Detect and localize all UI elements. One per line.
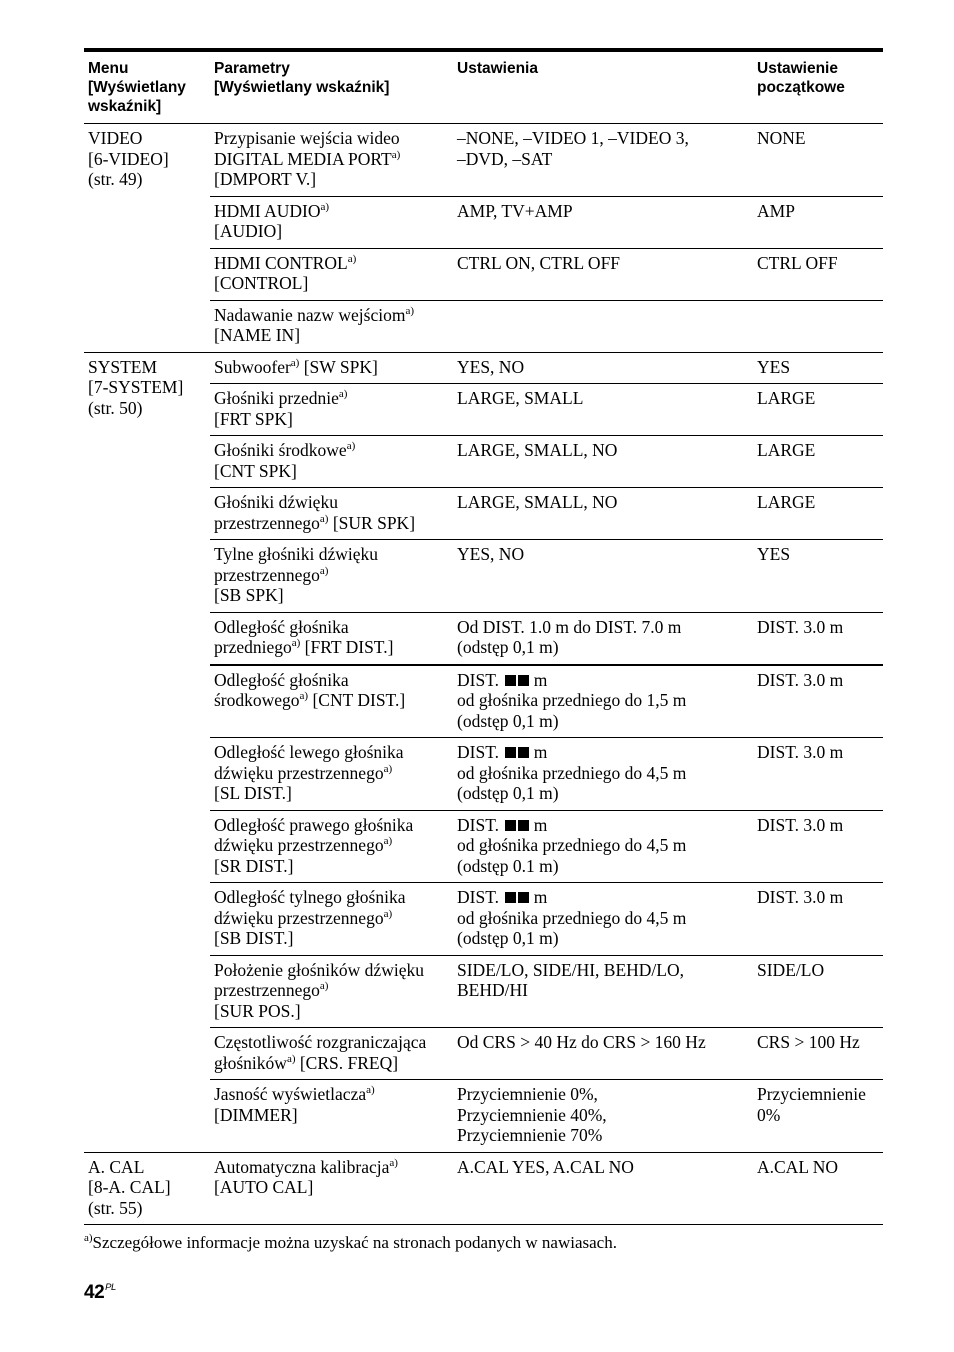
initial-cell: AMP: [753, 196, 883, 248]
table-row: [84, 124, 883, 197]
table-body: [84, 124, 883, 1225]
param-name: Częstotliwość rozgraniczająca głośników: [214, 1032, 427, 1073]
initial-cell: DIST. 3.0 m: [753, 738, 883, 811]
header-params: Parametry [Wyświetlany wskaźnik]: [210, 50, 453, 124]
table-row: [84, 1152, 883, 1225]
digit-placeholder-icon: [505, 675, 516, 686]
initial-cell: [753, 300, 883, 352]
param-name: HDMI AUDIO: [214, 200, 321, 221]
settings-text: od głośnika przedniego do 1,5 m (odstęp 0,1 m): [457, 690, 687, 731]
param-indicator: [AUTO CAL]: [214, 1177, 314, 1197]
header-settings: Ustawienia: [453, 50, 753, 124]
param-indicator: [SUR POS.]: [214, 1000, 301, 1021]
footnote: [84, 1233, 883, 1253]
initial-cell: NONE: [753, 124, 883, 197]
param-indicator: [DIMMER]: [214, 1104, 298, 1125]
param-name: HDMI CONTROL: [214, 252, 348, 273]
settings-cell: LARGE, SMALL, NO: [453, 436, 753, 488]
param-name: Subwoofer: [214, 356, 291, 377]
param-cell: [210, 248, 453, 300]
dist-prefix: DIST.: [457, 887, 504, 907]
param-name: Odległość tylnego głośnika dźwięku przestrzennego: [214, 887, 406, 928]
param-name: Odległość głośnika przedniego: [214, 616, 349, 657]
param-cell: [210, 196, 453, 248]
param-cell: [210, 488, 453, 540]
footnote-ref: a): [405, 304, 414, 317]
initial-cell: CTRL OFF: [753, 248, 883, 300]
footnote-ref: a): [383, 835, 393, 847]
param-indicator: [DMPORT V.]: [214, 169, 317, 189]
settings-cell: [453, 883, 753, 956]
initial-cell: SIDE/LO: [753, 955, 883, 1028]
settings-cell: Od CRS > 40 Hz do CRS > 160 Hz: [453, 1028, 753, 1080]
menu-cell-system: SYSTEM [7-SYSTEM] (str. 50): [84, 352, 210, 1152]
settings-cell: [453, 738, 753, 811]
dist-prefix: DIST.: [457, 742, 504, 762]
param-name: Przypisanie wejścia wideo DIGITAL MEDIA PORT: [214, 128, 400, 169]
settings-table-page: [84, 48, 883, 1253]
dist-unit: m: [529, 814, 548, 835]
initial-cell: DIST. 3.0 m: [753, 883, 883, 956]
footnote-ref: a): [346, 440, 356, 452]
param-name: Odległość prawego głośnika dźwięku przestrzennego: [214, 814, 414, 855]
param-indicator: [SR DIST.]: [214, 855, 294, 876]
settings-cell: CTRL ON, CTRL OFF: [453, 248, 753, 300]
initial-cell: YES: [753, 352, 883, 384]
param-indicator: [NAME IN]: [214, 325, 301, 345]
param-name: Odległość głośnika środkowego: [214, 669, 349, 710]
footnote-ref: a): [391, 148, 401, 161]
param-cell: [210, 1152, 453, 1225]
param-cell: [210, 540, 453, 613]
header-menu: Menu [Wyświetlany wskaźnik]: [84, 50, 210, 124]
footnote-ref: a): [383, 907, 393, 920]
digit-placeholder-icon: [518, 675, 529, 686]
settings-cell: [453, 300, 753, 352]
settings-cell: SIDE/LO, SIDE/HI, BEHD/LO, BEHD/HI: [453, 955, 753, 1028]
page-locale: PL: [105, 1282, 116, 1293]
footnote-ref: a): [366, 1084, 375, 1096]
param-cell: [210, 300, 453, 352]
param-cell: [210, 352, 453, 384]
param-indicator: [FRT SPK]: [214, 408, 293, 429]
param-indicator: [SW SPK]: [299, 356, 378, 377]
initial-cell: DIST. 3.0 m: [753, 810, 883, 883]
footnote-ref: a): [389, 1156, 398, 1169]
dist-unit: m: [529, 887, 548, 907]
menu-cell-video: VIDEO [6-VIDEO] (str. 49): [84, 124, 210, 353]
menu-cell-acal: A. CAL [8-A. CAL] (str. 55): [84, 1152, 210, 1225]
param-cell: [210, 810, 453, 883]
param-indicator: [SL DIST.]: [214, 783, 292, 803]
page-number-value: 42: [84, 1282, 105, 1303]
param-name: Głośniki dźwięku przestrzennego: [214, 492, 338, 533]
footnote-ref: a): [286, 1052, 296, 1065]
initial-cell: A.CAL NO: [753, 1152, 883, 1225]
param-name: Głośniki przednie: [214, 388, 339, 408]
param-indicator: [CRS. FREQ]: [295, 1052, 399, 1073]
param-name: Położenie głośników dźwięku przestrzennego: [214, 959, 424, 1000]
dist-prefix: DIST.: [457, 814, 504, 835]
param-cell: [210, 1080, 453, 1153]
footnote-ref: a): [290, 356, 300, 369]
settings-cell: –NONE, –VIDEO 1, –VIDEO 3, –DVD, –SAT: [453, 124, 753, 197]
initial-cell: CRS > 100 Hz: [753, 1028, 883, 1080]
param-name: Odległość lewego głośnika dźwięku przestrzennego: [214, 742, 404, 783]
settings-cell: YES, NO: [453, 540, 753, 613]
footnote-ref: a): [319, 512, 329, 525]
footnote-ref: a): [299, 690, 309, 702]
footnote-mark: a): [84, 1232, 93, 1244]
settings-cell: LARGE, SMALL, NO: [453, 488, 753, 540]
initial-cell: YES: [753, 540, 883, 613]
digit-placeholder-icon: [518, 747, 529, 758]
param-name: Jasność wyświetlacza: [214, 1084, 367, 1104]
param-name: Nadawanie nazw wejściom: [214, 304, 406, 325]
footnote-ref: a): [291, 637, 301, 649]
settings-text: od głośnika przedniego do 4,5 m (odstęp 0.1 m): [457, 835, 687, 876]
digit-placeholder-icon: [505, 892, 516, 903]
param-indicator: [FRT DIST.]: [300, 637, 394, 657]
digit-placeholder-icon: [518, 892, 529, 903]
footnote-text: Szczegółowe informacje można uzyskać na stronach podanych w nawiasach.: [92, 1233, 617, 1252]
footnote-ref: a): [319, 980, 329, 992]
initial-cell: LARGE: [753, 384, 883, 436]
dist-unit: m: [529, 742, 548, 762]
param-cell: [210, 124, 453, 197]
param-indicator: [CONTROL]: [214, 273, 309, 293]
footnote-ref: a): [319, 564, 329, 577]
param-name: Tylne głośniki dźwięku przestrzennego: [214, 544, 379, 585]
settings-cell: YES, NO: [453, 352, 753, 384]
param-name: Automatyczna kalibracja: [214, 1156, 390, 1177]
param-cell: [210, 384, 453, 436]
param-cell: [210, 738, 453, 811]
settings-cell: [453, 810, 753, 883]
param-cell: [210, 1028, 453, 1080]
table-row: [84, 352, 883, 384]
settings-cell: Przyciemnienie 0%, Przyciemnienie 40%, Przyciemnienie 70%: [453, 1080, 753, 1153]
param-cell: [210, 665, 453, 738]
param-cell: [210, 883, 453, 956]
param-cell: [210, 955, 453, 1028]
settings-cell: Od DIST. 1.0 m do DIST. 7.0 m (odstęp 0,1 m): [453, 612, 753, 665]
param-indicator: [SUR SPK]: [328, 512, 416, 533]
initial-cell: DIST. 3.0 m: [753, 612, 883, 665]
footnote-ref: a): [347, 252, 357, 265]
param-indicator: [SB DIST.]: [214, 928, 294, 948]
settings-text: od głośnika przedniego do 4,5 m (odstęp 0,1 m): [457, 907, 687, 948]
settings-cell: LARGE, SMALL: [453, 384, 753, 436]
settings-cell: [453, 665, 753, 738]
settings-cell: AMP, TV+AMP: [453, 196, 753, 248]
param-indicator: [CNT SPK]: [214, 460, 297, 481]
settings-text: od głośnika przedniego do 4,5 m (odstęp 0,1 m): [457, 762, 687, 803]
param-indicator: [CNT DIST.]: [308, 690, 406, 710]
header-initial: Ustawienie początkowe: [753, 50, 883, 124]
dist-unit: m: [529, 669, 548, 690]
param-indicator: [SB SPK]: [214, 585, 284, 605]
digit-placeholder-icon: [505, 820, 516, 831]
param-indicator: [AUDIO]: [214, 221, 283, 241]
initial-cell: LARGE: [753, 436, 883, 488]
digit-placeholder-icon: [505, 747, 516, 758]
page-number: [84, 1282, 116, 1304]
settings-cell: A.CAL YES, A.CAL NO: [453, 1152, 753, 1225]
digit-placeholder-icon: [518, 820, 529, 831]
table-header-row: [84, 50, 883, 124]
param-name: Głośniki środkowe: [214, 440, 347, 460]
footnote-ref: a): [320, 200, 329, 213]
param-cell: [210, 436, 453, 488]
footnote-ref: a): [338, 388, 348, 400]
footnote-ref: a): [383, 762, 393, 775]
settings-table: [84, 48, 883, 1225]
initial-cell: Przyciemnienie 0%: [753, 1080, 883, 1153]
dist-prefix: DIST.: [457, 669, 504, 690]
param-cell: [210, 612, 453, 665]
initial-cell: LARGE: [753, 488, 883, 540]
initial-cell: DIST. 3.0 m: [753, 665, 883, 738]
